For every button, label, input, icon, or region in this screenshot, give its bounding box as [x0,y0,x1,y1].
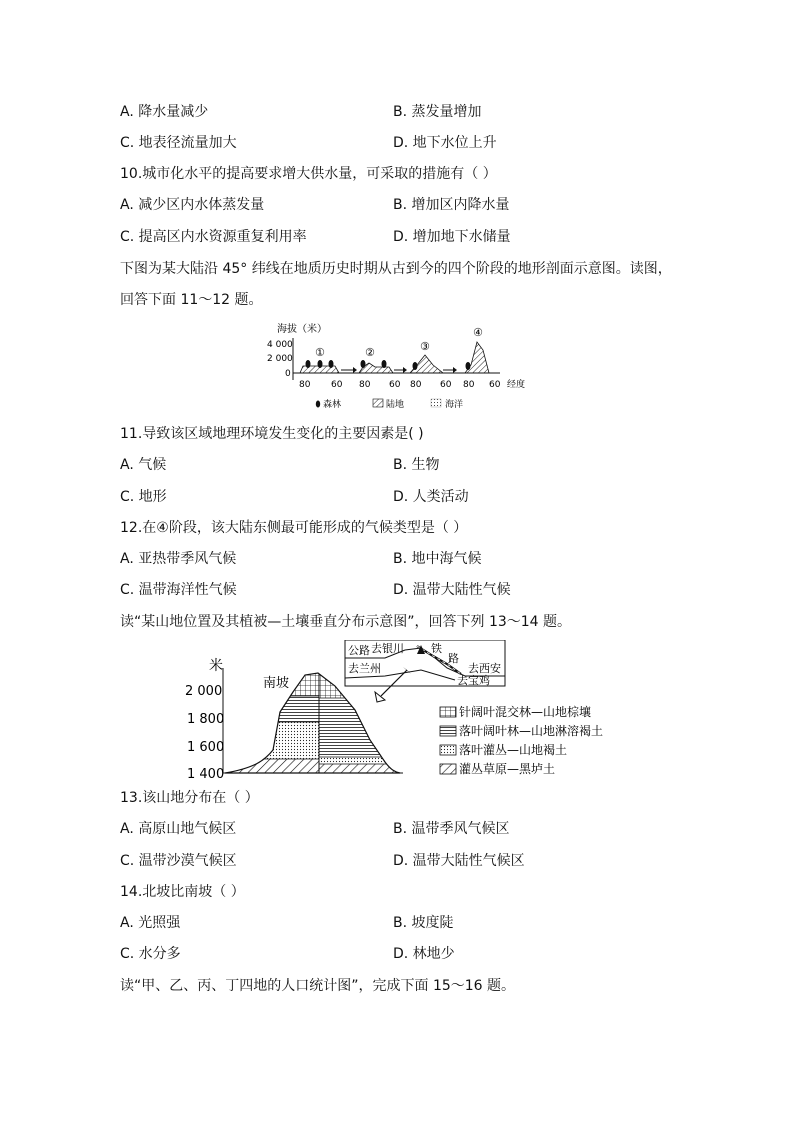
q13-option-a: A. 高原山地气候区 [120,821,237,837]
fig1-xtick-7: 80 [463,380,475,390]
q12-option-a: A. 亚热带季风气候 [120,551,237,567]
fig1-ylabel: 海拔（米） [277,324,327,335]
map-to-lanzhou: 去兰州 [348,662,381,675]
q10-option-b: B. 增加区内降水量 [393,197,510,213]
q14-option-a: A. 光照强 [120,915,181,931]
legend-forest: 森林 [323,400,342,410]
legend-deciduous-shrub: 落叶灌丛—山地褐土 [459,743,568,757]
fig2-yunit: 米 [209,658,223,674]
slope-label: 南坡 [263,676,290,691]
intro-15-16: 读“甲、乙、丙、丁四地的人口统计图”，完成下面 15～16 题。 [120,978,516,994]
map-to-yinchuan: 去银川 [371,642,404,655]
fig1-xtick-5: 80 [410,380,422,390]
fig1-xunit: 经度 [507,380,526,390]
fig1-ytick-0: 0 [285,369,291,379]
q14-option-c: C. 水分多 [120,946,181,962]
stage-4-label: ④ [473,326,483,339]
map-to-xian: 去西安 [468,662,501,675]
legend-broadleaf-forest: 落叶阔叶林—山地淋溶褐土 [459,724,604,738]
q10-option-c: C. 提高区内水资源重复利用率 [120,229,307,245]
q13-option-d: D. 温带大陆性气候区 [393,853,525,869]
map-rail-1: 铁 [431,642,442,655]
q13-option-c: C. 温带沙漠气候区 [120,853,237,869]
fig1-xtick-1: 80 [299,380,311,390]
q14-option-d: D. 林地少 [393,946,455,962]
fig1-xtick-2: 60 [331,380,343,390]
q14-option-b: B. 坡度陡 [393,915,454,931]
fig1-xtick-4: 60 [389,380,401,390]
q10-option-a: A. 减少区内水体蒸发量 [120,197,265,213]
fig1-ytick-2000: 2 000 [267,354,293,364]
q12-option-d: D. 温带大陆性气候 [393,582,511,598]
terrain-profile-figure [265,320,535,412]
q11-option-a: A. 气候 [120,457,167,473]
fig1-ytick-4000: 4 000 [267,340,293,350]
map-rail-2: 路 [448,652,459,665]
q14-stem: 14.北坡比南坡（ ） [120,884,245,900]
fig1-xtick-3: 80 [359,380,371,390]
map-road-label: 公路 [348,644,370,657]
q13-option-b: B. 温带季风气候区 [393,821,510,837]
legend-shrub-steppe: 灌丛草原—黑垆土 [459,762,556,776]
legend-ocean: 海洋 [445,400,464,410]
legend-mixed-forest: 针阔叶混交林—山地棕壤 [459,705,592,719]
q11-option-b: B. 生物 [393,457,440,473]
mountain-zonation-figure [185,640,625,782]
q9-option-c: C. 地表径流量加大 [120,135,237,151]
q10-option-d: D. 增加地下水储量 [393,229,511,245]
fig1-xtick-8: 60 [489,380,501,390]
q12-option-b: B. 地中海气候 [393,551,482,567]
intro-13-14: 读“某山地位置及其植被—土壤垂直分布示意图”，回答下列 13～14 题。 [120,614,572,630]
fig1-xtick-6: 60 [440,380,452,390]
q9-option-d: D. 地下水位上升 [393,135,497,151]
q12-stem: 12.在④阶段，该大陆东侧最可能形成的气候类型是（ ） [120,520,468,536]
fig2-ytick-1400: 1 400 [187,767,225,782]
fig2-ytick-1800: 1 800 [187,712,225,727]
q9-option-b: B. 蒸发量增加 [393,104,482,120]
legend-land: 陆地 [386,400,405,410]
intro-11-12-line1: 下图为某大陆沿 45° 纬线在地质历史时期从古到今的四个阶段的地形剖面示意图。读图， [120,261,672,277]
q9-option-a: A. 降水量减少 [120,104,209,120]
map-to-baoji: 去宝鸡 [457,674,490,687]
intro-11-12-line2: 回答下面 11～12 题。 [120,292,263,308]
fig2-ytick-1600: 1 600 [187,740,225,755]
stage-3-label: ③ [420,340,430,353]
fig2-ytick-2000: 2 000 [185,684,223,699]
q11-stem: 11.导致该区域地理环境发生变化的主要因素是( ) [120,426,424,442]
q11-option-c: C. 地形 [120,489,167,505]
q12-option-c: C. 温带海洋性气候 [120,582,237,598]
location-inset-map [345,640,505,687]
q10-stem: 10.城市化水平的提高要求增大供水量，可采取的措施有（ ） [120,166,497,182]
stage-1-label: ① [315,346,325,359]
q13-stem: 13.该山地分布在（ ） [120,790,259,806]
q11-option-d: D. 人类活动 [393,489,469,505]
stage-2-label: ② [365,346,375,359]
